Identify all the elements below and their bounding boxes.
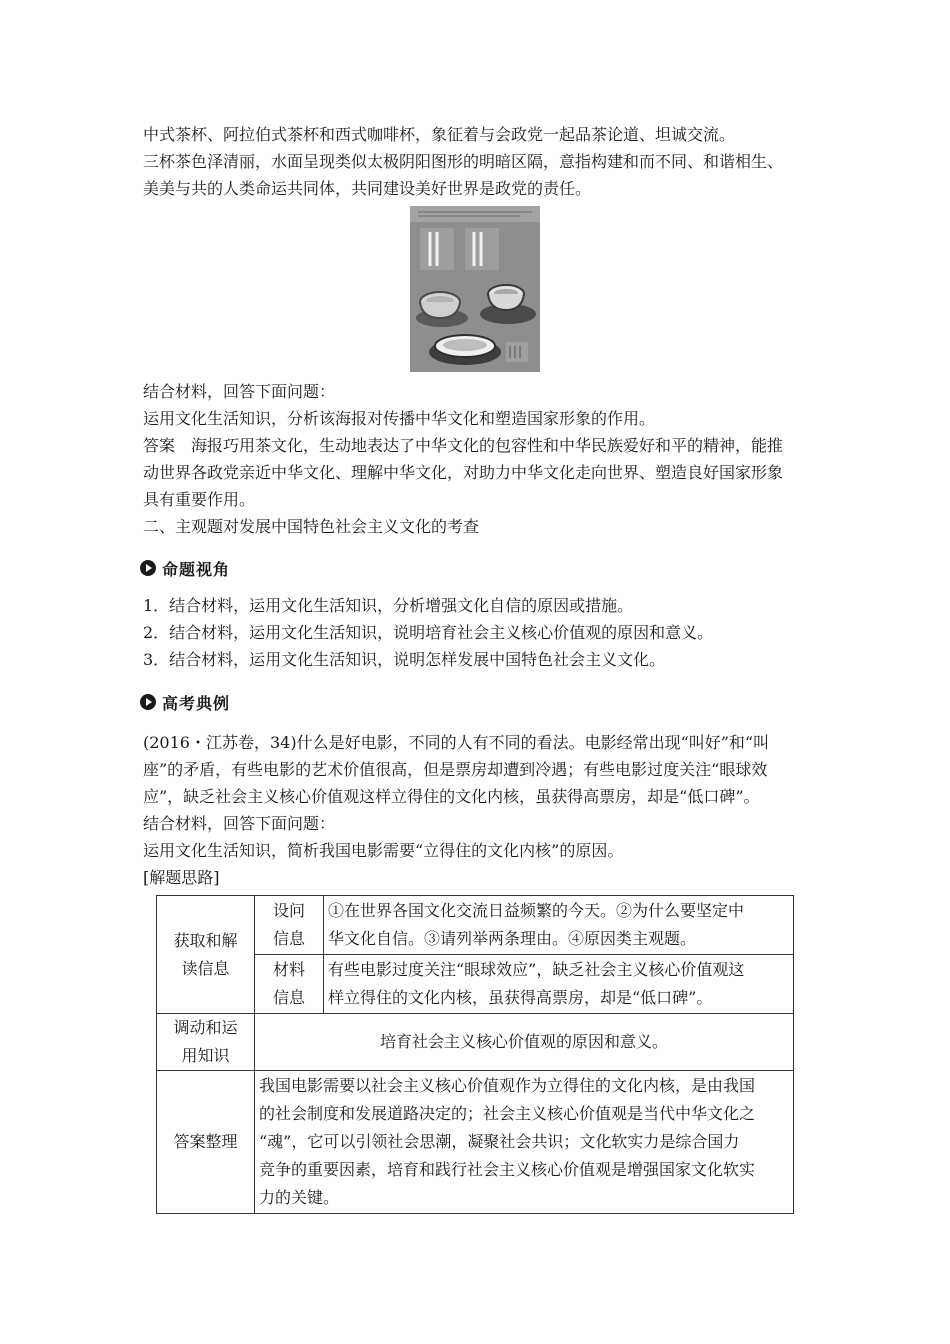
cell-text: 华文化自信。③请列举两条理由。④原因类主观题。 — [328, 929, 697, 948]
text-line: 应”，缺乏社会主义核心价值观这样立得住的文化内核，虽获得高票房，却是“低口碑”。 — [143, 787, 760, 806]
cell-text: 竞争的重要因素，培育和践行社会主义核心价值观是增强国家文化软实 — [259, 1160, 756, 1179]
text-line: 运用文化生活知识，简析我国电影需要“立得住的文化内核”的原因。 — [143, 841, 624, 860]
heading-exam-example — [140, 691, 230, 713]
table-row — [157, 896, 794, 955]
table-cell — [324, 896, 794, 955]
text-line: 结合材料，回答下面问题： — [143, 814, 336, 833]
cell-text: 设问 — [272, 901, 305, 920]
cell-text: 信息 — [272, 988, 305, 1007]
table-cell — [157, 896, 255, 1014]
cell-text: 我国电影需要以社会主义核心价值观作为立得住的文化内核，是由我国 — [259, 1076, 756, 1095]
table-cell: 培育社会主义核心价值观的原因和意义。 — [255, 1014, 794, 1071]
solution-table — [156, 895, 794, 1214]
text-line: 中式茶杯、阿拉伯式茶杯和西式咖啡杯，象征着与会政党一起品茶论道、坦诚交流。 — [143, 125, 736, 144]
heading-label: 高考典例 — [162, 693, 231, 713]
table-cell — [324, 955, 794, 1014]
play-circle-icon — [140, 694, 156, 710]
table-cell — [255, 896, 324, 955]
cell-text: 调动和运 — [173, 1018, 238, 1037]
heading-perspective — [140, 557, 230, 579]
text-line: 三杯茶色泽清丽，水面呈现类似太极阴阳图形的明暗区隔，意指构建和而不同、和谐相生、 — [143, 152, 784, 171]
table-cell — [255, 1071, 794, 1214]
cell-text: 材料 — [272, 960, 305, 979]
text-line: [解题思路] — [143, 868, 220, 887]
list-item: 3．结合材料，运用文化生活知识，说明怎样发展中国特色社会主义文化。 — [143, 650, 666, 669]
table-cell — [157, 1014, 255, 1071]
answer-line: 具有重要作用。 — [143, 490, 256, 509]
text-line: 座”的矛盾，有些电影的艺术价值很高，但是票房却遭到冷遇；有些电影过度关注“眼球效 — [143, 760, 768, 779]
cell-text: 读信息 — [181, 958, 230, 978]
answer-line: 答案 海报巧用茶文化，生动地表达了中华文化的包容性和中华民族爱好和平的精神，能推 — [143, 436, 784, 455]
section-title: 二、主观题对发展中国特色社会主义文化的考查 — [143, 517, 480, 536]
poster-illustration — [410, 206, 540, 372]
list-item: 1．结合材料，运用文化生活知识，分析增强文化自信的原因或措施。 — [143, 596, 634, 615]
table-row — [157, 1071, 794, 1214]
cell-text: ①在世界各国文化交流日益频繁的今天。②为什么要坚定中 — [328, 901, 745, 920]
text-line: 美美与共的人类命运共同体，共同建设美好世界是政党的责任。 — [143, 179, 592, 198]
cell-text: 获取和解 — [173, 930, 238, 950]
answer-line: 动世界各政党亲近中华文化、理解中华文化，对助力中华文化走向世界、塑造良好国家形象 — [143, 463, 784, 482]
tea-cups-poster-image — [410, 206, 540, 372]
table-cell — [255, 955, 324, 1014]
table-row — [157, 1014, 794, 1071]
cell-text: 样立得住的文化内核，虽获得高票房，却是“低口碑”。 — [328, 988, 713, 1007]
play-circle-icon — [140, 560, 156, 576]
text-line: 运用文化生活知识，分析该海报对传播中华文化和塑造国家形象的作用。 — [143, 409, 656, 428]
text-line: 结合材料，回答下面问题： — [143, 382, 336, 401]
text-line: (2016・江苏卷，34)什么是好电影，不同的人有不同的看法。电影经常出现“叫好”和“叫 — [143, 733, 770, 752]
list-item: 2．结合材料，运用文化生活知识，说明培育社会主义核心价值观的原因和意义。 — [143, 623, 714, 642]
cell-text: 有些电影过度关注“眼球效应”，缺乏社会主义核心价值观这 — [328, 960, 745, 979]
heading-label: 命题视角 — [162, 559, 231, 579]
cell-text: 信息 — [272, 929, 305, 948]
table-cell: 答案整理 — [157, 1071, 255, 1214]
cell-text: 用知识 — [181, 1046, 230, 1065]
cell-text: “魂”，它可以引领社会思潮，凝聚社会共识；文化软实力是综合国力 — [259, 1132, 740, 1151]
cell-text: 的社会制度和发展道路决定的；社会主义核心价值观是当代中华文化之 — [259, 1104, 756, 1123]
cell-text: 力的关键。 — [259, 1188, 340, 1207]
